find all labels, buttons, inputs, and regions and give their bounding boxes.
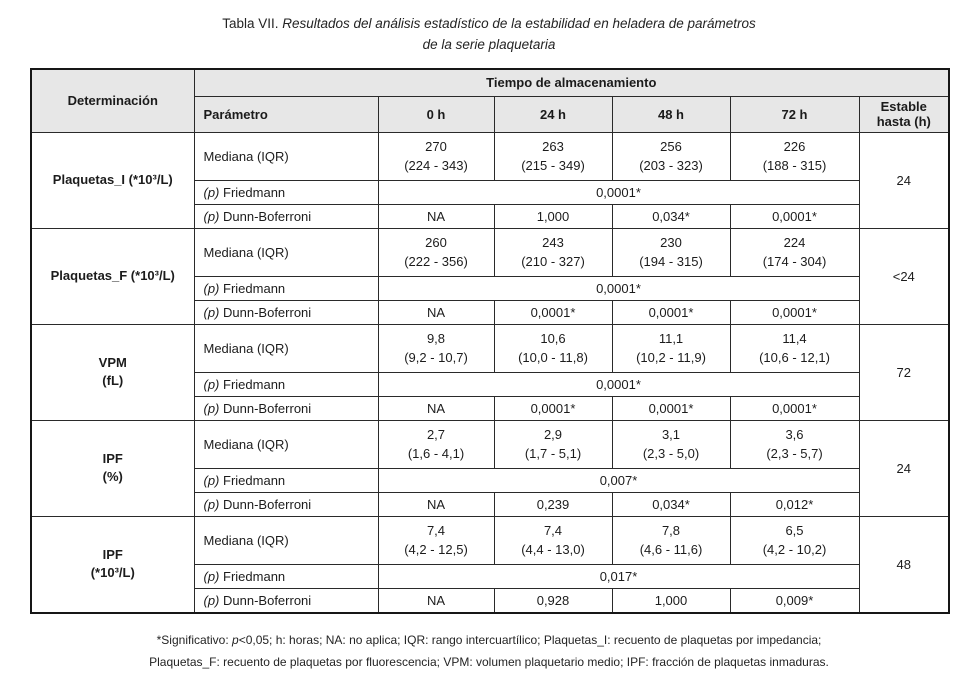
mediana-cell-24h (494, 132, 612, 180)
friedmann-p-cell: 0,007* (378, 468, 859, 492)
header-determinacion: Determinación (31, 69, 194, 132)
param-label-dunn: (p) Dunn-Boferroni (194, 396, 378, 420)
median-iqr: (2,3 - 5,7) (766, 446, 823, 461)
median-value: 226 (783, 139, 806, 154)
dunn-p-cell-48h: 0,034* (612, 492, 730, 516)
mediana-cell-0h (378, 132, 494, 180)
results-table (30, 68, 950, 614)
dunn-p-cell-24h: 0,239 (494, 492, 612, 516)
median-iqr: (203 - 323) (639, 158, 703, 173)
median-value: 11,1 (658, 331, 684, 346)
mediana-cell-48h (612, 324, 730, 372)
stable-until-cell: <24 (859, 228, 949, 324)
dunn-p-cell-0h: NA (378, 492, 494, 516)
param-label-mediana: Mediana (IQR) (194, 420, 378, 468)
median-value: 7,4 (426, 523, 446, 538)
group-label-plaquetas-i: Plaquetas_I (*10³/L) (31, 132, 194, 228)
group-label-vpm: VPM (fL) (31, 324, 194, 420)
param-label-friedmann: (p) Friedmann (194, 180, 378, 204)
mediana-cell-48h (612, 228, 730, 276)
median-iqr: (174 - 304) (762, 254, 827, 269)
median-iqr: (10,6 - 12,1) (759, 350, 830, 365)
median-value: 256 (660, 139, 682, 154)
dunn-p-cell-48h: 1,000 (612, 588, 730, 613)
median-value: 263 (542, 139, 564, 154)
table-title-line1 (0, 13, 978, 34)
mediana-cell-48h (612, 420, 730, 468)
dunn-p-cell-24h: 0,0001* (494, 300, 612, 324)
friedmann-p-cell: 0,0001* (378, 276, 859, 300)
param-label-mediana: Mediana (IQR) (194, 516, 378, 564)
median-value: 224 (783, 235, 806, 250)
stable-until-cell: 24 (859, 132, 949, 228)
median-value: 243 (542, 235, 564, 250)
median-iqr: (2,3 - 5,0) (642, 446, 700, 461)
mediana-cell-0h (378, 228, 494, 276)
mediana-cell-72h (730, 228, 859, 276)
dunn-p-cell-24h: 0,0001* (494, 396, 612, 420)
header-24h: 24 h (494, 96, 612, 132)
dunn-p-cell-48h: 0,0001* (612, 396, 730, 420)
mediana-cell-0h (378, 324, 494, 372)
param-label-dunn: (p) Dunn-Boferroni (194, 588, 378, 613)
friedmann-p-cell: 0,0001* (378, 180, 859, 204)
median-value: 3,1 (661, 427, 681, 442)
param-label-dunn: (p) Dunn-Boferroni (194, 300, 378, 324)
median-iqr: (9,2 - 10,7) (404, 350, 468, 365)
median-iqr: (215 - 349) (521, 158, 585, 173)
median-iqr: (1,7 - 5,1) (524, 446, 582, 461)
median-value: 2,7 (426, 427, 446, 442)
table-row (31, 324, 949, 372)
median-value: 270 (425, 139, 447, 154)
table-row (31, 420, 949, 468)
median-iqr: (4,2 - 10,2) (762, 542, 827, 557)
dunn-p-cell-0h: NA (378, 300, 494, 324)
stable-until-cell: 72 (859, 324, 949, 420)
param-label-mediana: Mediana (IQR) (194, 324, 378, 372)
table-footnote (0, 629, 978, 673)
friedmann-p-cell: 0,0001* (378, 372, 859, 396)
mediana-cell-24h (494, 228, 612, 276)
friedmann-p-cell: 0,017* (378, 564, 859, 588)
stable-until-cell: 48 (859, 516, 949, 613)
table-number: Tabla VII. (222, 16, 279, 31)
group-label-ipf-abs: IPF (*10³/L) (31, 516, 194, 613)
param-label-friedmann: (p) Friedmann (194, 564, 378, 588)
header-72h: 72 h (730, 96, 859, 132)
header-48h: 48 h (612, 96, 730, 132)
param-label-mediana: Mediana (IQR) (194, 132, 378, 180)
dunn-p-cell-24h: 1,000 (494, 204, 612, 228)
table-row (31, 228, 949, 276)
median-iqr: (10,0 - 11,8) (518, 350, 588, 365)
param-label-friedmann: (p) Friedmann (194, 468, 378, 492)
median-value: 10,6 (540, 331, 566, 346)
median-iqr: (210 - 327) (521, 254, 585, 269)
mediana-cell-72h (730, 516, 859, 564)
header-estable-hasta: Estable hasta (h) (859, 96, 949, 132)
median-value: 6,5 (785, 523, 804, 538)
table-title (0, 0, 978, 55)
mediana-cell-24h (494, 516, 612, 564)
dunn-p-cell-72h: 0,009* (730, 588, 859, 613)
median-value: 7,8 (661, 523, 681, 538)
dunn-p-cell-72h: 0,012* (730, 492, 859, 516)
dunn-p-cell-72h: 0,0001* (730, 204, 859, 228)
param-label-dunn: (p) Dunn-Boferroni (194, 492, 378, 516)
mediana-cell-48h (612, 132, 730, 180)
footnote-line2: Plaquetas_F: recuento de plaquetas por fluorescencia; VPM: volumen plaquetario medio; IPF: fracción de plaquetas inmaduras. (149, 654, 829, 669)
median-iqr: (224 - 343) (404, 158, 468, 173)
group-label-ipf-pct: IPF (%) (31, 420, 194, 516)
dunn-p-cell-72h: 0,0001* (730, 396, 859, 420)
mediana-cell-72h (730, 132, 859, 180)
median-value: 3,6 (785, 427, 804, 442)
median-iqr: (1,6 - 4,1) (407, 446, 465, 461)
dunn-p-cell-48h: 0,034* (612, 204, 730, 228)
header-0h: 0 h (378, 96, 494, 132)
dunn-p-cell-72h: 0,0001* (730, 300, 859, 324)
mediana-cell-24h (494, 420, 612, 468)
table-title-line2: de la serie plaquetaria (422, 37, 556, 52)
mediana-cell-0h (378, 516, 494, 564)
dunn-p-cell-0h: NA (378, 396, 494, 420)
param-label-mediana: Mediana (IQR) (194, 228, 378, 276)
median-value: 2,9 (543, 427, 563, 442)
dunn-p-cell-48h: 0,0001* (612, 300, 730, 324)
group-label-plaquetas-f: Plaquetas_F (*10³/L) (31, 228, 194, 324)
stable-until-cell: 24 (859, 420, 949, 516)
median-value: 230 (660, 235, 682, 250)
median-iqr: (188 - 315) (762, 158, 827, 173)
median-value: 7,4 (543, 523, 563, 538)
median-iqr: (10,2 - 11,9) (636, 350, 706, 365)
dunn-p-cell-24h: 0,928 (494, 588, 612, 613)
header-parametro: Parámetro (194, 96, 378, 132)
table-title-italic: Resultados del análisis estadístico de la estabilidad en heladera de parámetros (282, 16, 756, 31)
median-iqr: (222 - 356) (404, 254, 468, 269)
dunn-p-cell-0h: NA (378, 588, 494, 613)
header-tiempo-almacenamiento: Tiempo de almacenamiento (194, 69, 949, 96)
mediana-cell-72h (730, 420, 859, 468)
dunn-p-cell-0h: NA (378, 204, 494, 228)
median-iqr: (4,2 - 12,5) (404, 542, 468, 557)
median-iqr: (4,4 - 13,0) (521, 542, 585, 557)
footnote-line1: *Significativo: p<0,05; h: horas; NA: no aplica; IQR: rango intercuartílico; Plaquetas_I: recuento de plaquetas por impedancia; (156, 632, 822, 647)
table-row (31, 132, 949, 180)
mediana-cell-72h (730, 324, 859, 372)
table-row (31, 516, 949, 564)
param-label-friedmann: (p) Friedmann (194, 372, 378, 396)
param-label-friedmann: (p) Friedmann (194, 276, 378, 300)
median-value: 260 (425, 235, 447, 250)
median-iqr: (4,6 - 11,6) (639, 542, 703, 557)
mediana-cell-24h (494, 324, 612, 372)
mediana-cell-0h (378, 420, 494, 468)
median-value: 11,4 (782, 331, 807, 346)
median-value: 9,8 (426, 331, 446, 346)
param-label-dunn: (p) Dunn-Boferroni (194, 204, 378, 228)
header-row-1 (31, 69, 949, 96)
mediana-cell-48h (612, 516, 730, 564)
median-iqr: (194 - 315) (639, 254, 703, 269)
